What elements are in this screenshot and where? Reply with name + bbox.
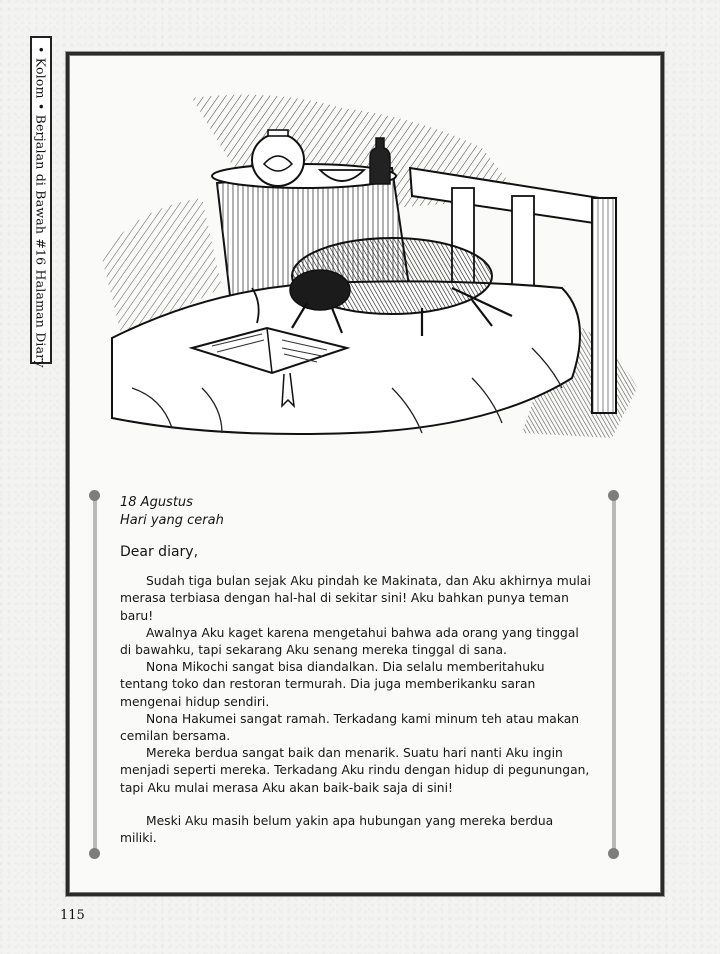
column-title: • Kolom • Berjalan di Bawah #16 Halaman Diary [33, 46, 49, 368]
diary-greeting: Dear diary, [120, 544, 199, 560]
page-number: 115 [60, 908, 85, 923]
diary-paragraph: Sudah tiga bulan sejak Aku pindah ke Makinata, dan Aku akhirnya mulai merasa terbiasa dengan hal-hal di sekitar sini! Aku bahkan punya teman baru! [120, 574, 591, 623]
diary-date: 18 Agustus [120, 495, 193, 510]
diary-paragraph: Meski Aku masih belum yakin apa hubungan yang mereka berdua miliki. [120, 813, 554, 846]
right-rail-bottom-dot [608, 848, 619, 859]
diary-paragraph: Nona Mikochi sangat bisa diandalkan. Dia selalu memberitahuku tentang toko dan restoran termurah. Dia juga memberikanku saran mengenai hidup sendiri. [120, 660, 545, 709]
left-rail-top-dot [89, 490, 100, 501]
left-page-rail [93, 497, 97, 852]
left-rail-bottom-dot [89, 848, 100, 859]
right-page-rail [612, 497, 616, 852]
side-column-tab [30, 36, 52, 368]
beetle-on-bed-illustration [92, 88, 642, 448]
diary-entry [120, 494, 592, 847]
diary-paragraph: Mereka berdua sangat baik dan menarik. Suatu hari nanti Aku ingin menjadi seperti mereka. Terkadang Aku rindu dengan hidup di pegunungan, tapi Aku mulai merasa Aku akan baik-baik saja di sini! [120, 746, 590, 795]
diary-weather: Hari yang cerah [120, 513, 224, 528]
right-rail-top-dot [608, 490, 619, 501]
diary-paragraph: Nona Hakumei sangat ramah. Terkadang kami minum teh atau makan cemilan bersama. [120, 711, 580, 744]
diary-paragraph: Awalnya Aku kaget karena mengetahui bahwa ada orang yang tinggal di bawahku, tapi sekarang Aku senang mereka tinggal di sana. [120, 625, 579, 658]
